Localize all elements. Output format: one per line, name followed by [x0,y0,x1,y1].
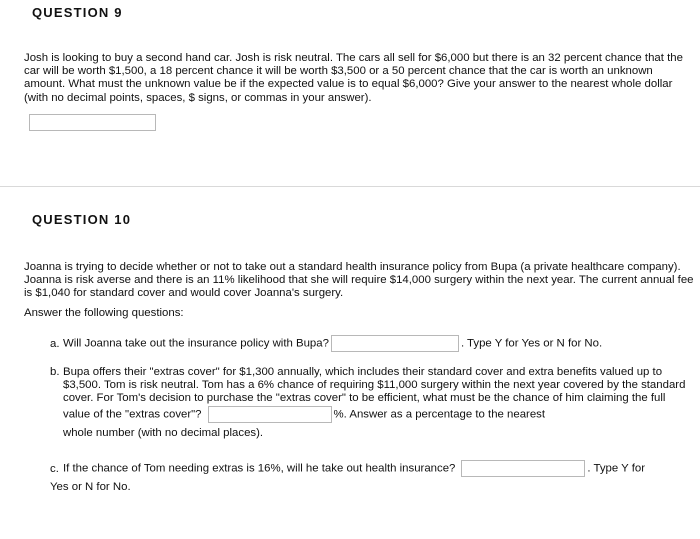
part-b-suffix-line2: whole number (with no decimal places). [63,426,264,439]
part-c-suffix: . Type Y for [587,462,646,475]
part-b-label: b. [50,366,60,378]
part-b [50,366,690,439]
part-a-question: Will Joanna take out the insurance policy with Bupa? [63,337,329,350]
part-c-answer-input[interactable] [461,460,585,477]
question-divider [0,186,700,187]
part-b-suffix: %. Answer as a percentage to the nearest [333,408,546,421]
question-10-text: Joanna is trying to decide whether or not to take out a standard health insurance policy from Bupa (a private healthcare company). Joanna is risk averse and there is an 11% likelihood that she will require $14,000 surgery within the next year. The current annual fee is $1,040 for standard cover and would cover Joanna's surgery. [24,261,694,300]
question-9-text: Josh is looking to buy a second hand car. Josh is risk neutral. The cars all sell for $6,000 but there is an 32 percent chance that the car will be worth $1,500, a 18 percent chance it will be worth $3,500 or a 50 percent chance that the car is worth an unknown amount. What must the unknown value be if the expected value is to equal $6,000? Give your answer to the nearest whole dollar (with no decimal points, spaces, $ signs, or commas in your answer). [24,52,683,104]
question-10-title: QUESTION 10 [32,212,132,227]
part-c [50,460,690,494]
part-a-label: a. [50,337,60,350]
part-c-suffix-line2: Yes or N for No. [50,481,131,493]
part-b-answer-input[interactable] [208,406,332,423]
part-c-label: c. [50,462,59,475]
part-c-question: If the chance of Tom needing extras is 16%, will he take out health insurance? [63,462,456,475]
part-a-answer-input[interactable] [331,335,459,352]
question-9-title: QUESTION 9 [32,5,123,20]
question-10-instruction: Answer the following questions: [24,307,184,319]
part-b-question: Bupa offers their "extras cover" for $1,300 annually, which includes their standard cover and extra benefits valued up to $3,500. Tom is risk neutral. Tom has a 6% chance of requiring $11,000 surgery within the next year covered by the standard cover. For Tom's decision to purchase the "extras cover" to be efficient, what must be the chance of him claiming the full value of the "extras cover"? [63,366,686,421]
question-9-answer-input[interactable] [29,114,156,131]
part-a [50,335,602,352]
part-a-suffix: . Type Y for Yes or N for No. [460,337,603,350]
